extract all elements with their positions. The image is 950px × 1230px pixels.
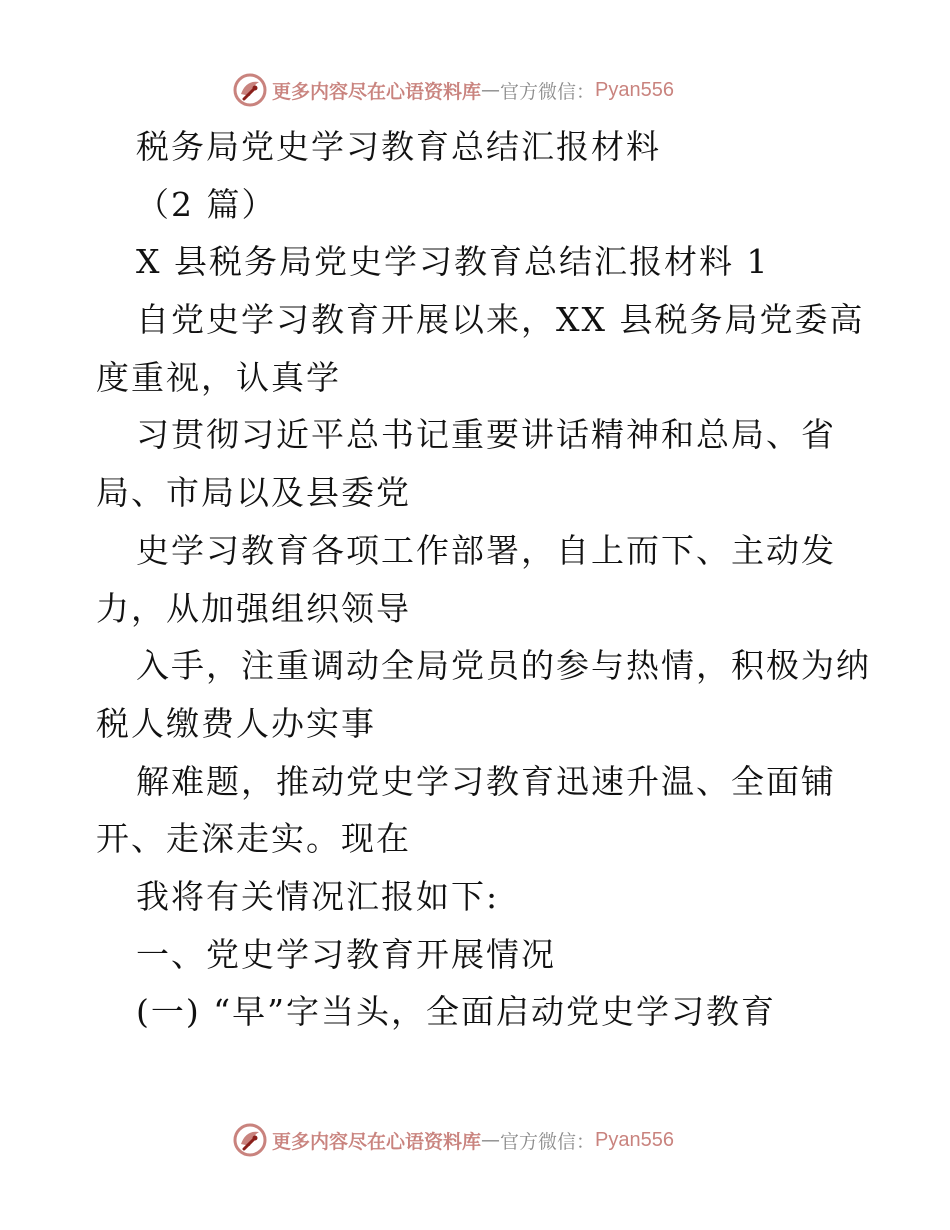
text-line: 税人缴费人办实事 [96, 703, 376, 743]
document-body [96, 118, 871, 1041]
watermark-id: Pyan556 [595, 78, 674, 101]
subsection-heading: (一) “早”字当头，全面启动党史学习教育 [136, 992, 776, 1032]
text-line: 局、市局以及县委党 [96, 473, 411, 513]
footer-watermark [232, 1120, 674, 1160]
section-heading: X 县税务局党史学习教育总结汇报材料 1 [136, 242, 770, 282]
watermark-main-text: 更多内容尽在心语资料库 [272, 80, 482, 103]
doc-subtitle: （2 篇） [136, 184, 277, 224]
section-heading: 一、党史学习教育开展情况 [136, 934, 556, 974]
text-line: 入手，注重调动全局党员的参与热情，积极为纳 [136, 646, 871, 686]
watermark-label: 官方微信： [500, 80, 596, 103]
text-line: 自党史学习教育开展以来，XX 县税务局党委高 [136, 300, 865, 340]
watermark-id: Pyan556 [595, 1128, 674, 1151]
watermark-label: 官方微信： [500, 1130, 596, 1153]
text-line: 解难题，推动党史学习教育迅速升温、全面铺 [136, 761, 836, 801]
watermark-separator: — [481, 79, 501, 101]
text-line: 开、走深走实。现在 [96, 819, 411, 859]
text-line: 力，从加强组织领导 [96, 588, 411, 628]
text-line: 度重视，认真学 [96, 357, 341, 397]
watermark-main-text: 更多内容尽在心语资料库 [272, 1130, 482, 1153]
text-line: 习贯彻习近平总书记重要讲话精神和总局、省 [136, 415, 836, 455]
header-watermark [232, 70, 674, 110]
brand-logo-icon [232, 72, 268, 108]
doc-title: 税务局党史学习教育总结汇报材料 [136, 127, 661, 166]
brand-logo-icon [232, 1122, 268, 1158]
text-line: 我将有关情况汇报如下: [136, 876, 500, 916]
text-line: 史学习教育各项工作部署，自上而下、主动发 [136, 530, 836, 570]
watermark-separator: — [481, 1129, 501, 1151]
